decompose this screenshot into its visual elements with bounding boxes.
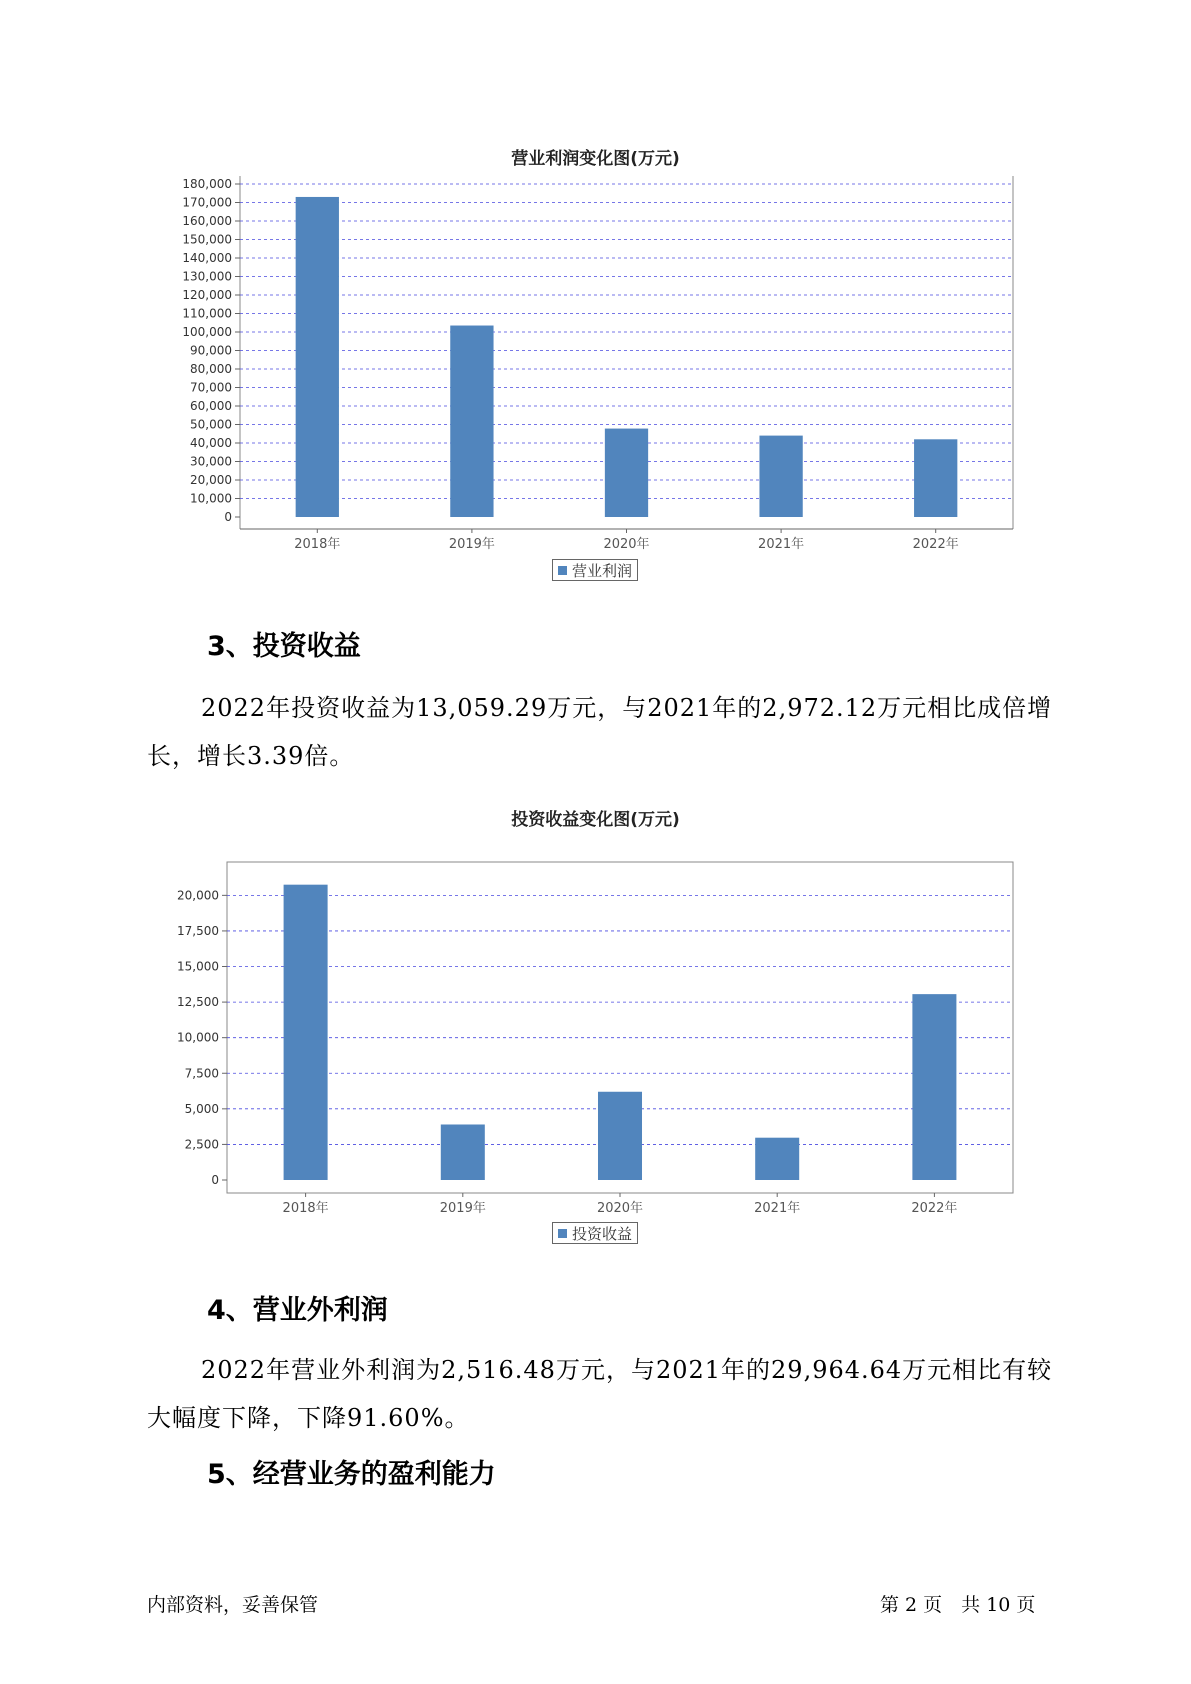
footer-page-number: 第 2 页 共 10 页 [880, 1594, 1036, 1616]
y-tick-label: 90,000 [190, 343, 232, 358]
y-tick-label: 2,500 [184, 1137, 219, 1152]
bar-2022年 [912, 994, 956, 1180]
chart2-title: 投资收益变化图(万元) [511, 810, 680, 830]
y-tick-label: 180,000 [182, 177, 232, 191]
x-tick-label: 2020年 [603, 537, 650, 552]
y-tick-label: 17,500 [177, 923, 219, 938]
y-tick-label: 140,000 [182, 251, 232, 265]
bar-2019年 [441, 1124, 485, 1180]
section-paragraph-non-operating-profit: 2022年营业外利润为2,516.48万元，与2021年的29,964.64万元相比有较大幅度下降，下降91.60%。 [147, 1356, 1053, 1432]
y-tick-label: 10,000 [190, 491, 232, 506]
section-heading-business-profitability: 5、经营业务的盈利能力 [207, 1459, 496, 1490]
section-paragraph-investment-income: 2022年投资收益为13,059.29万元，与2021年的2,972.12万元相比成倍增长，增长3.39倍。 [147, 694, 1053, 770]
section-heading-non-operating-profit: 4、营业外利润 [207, 1295, 388, 1326]
y-tick-label: 70,000 [190, 380, 232, 395]
y-tick-label: 60,000 [190, 399, 232, 413]
y-tick-label: 120,000 [182, 288, 232, 302]
bar-2020年 [598, 1092, 642, 1180]
y-tick-label: 40,000 [190, 436, 232, 450]
bar-2018年 [284, 885, 328, 1180]
y-tick-label: 10,000 [177, 1030, 219, 1045]
legend-swatch-icon [558, 1229, 567, 1238]
chart2-legend [552, 1222, 638, 1244]
x-tick-label: 2021年 [754, 1201, 801, 1216]
y-tick-label: 50,000 [190, 417, 232, 432]
section-heading-investment-income: 3、投资收益 [207, 631, 361, 662]
y-tick-label: 100,000 [182, 325, 232, 339]
x-tick-label: 2021年 [758, 537, 805, 552]
x-tick-label: 2018年 [294, 537, 341, 552]
y-tick-label: 150,000 [182, 232, 232, 247]
y-tick-label: 20,000 [177, 888, 219, 903]
y-tick-label: 15,000 [177, 959, 219, 974]
x-tick-label: 2022年 [911, 1201, 958, 1216]
y-tick-label: 30,000 [190, 454, 232, 469]
footer-confidential-note: 内部资料，妥善保管 [147, 1594, 319, 1616]
bar-2021年 [755, 1138, 799, 1180]
y-tick-label: 12,500 [177, 995, 219, 1010]
y-tick-label: 160,000 [182, 214, 232, 228]
x-tick-label: 2019年 [439, 1201, 486, 1216]
x-tick-label: 2019年 [448, 537, 495, 552]
y-tick-label: 7,500 [184, 1066, 219, 1081]
chart2-legend-label: 投资收益 [572, 1224, 633, 1243]
y-tick-label: 110,000 [182, 306, 232, 321]
y-tick-label: 0 [211, 1173, 219, 1187]
chart1-legend-label: 营业利润 [572, 561, 633, 580]
chart1-title: 营业利润变化图(万元) [511, 149, 680, 169]
y-tick-label: 20,000 [190, 473, 232, 487]
y-tick-label: 80,000 [190, 362, 232, 376]
x-tick-label: 2020年 [596, 1201, 644, 1216]
y-tick-label: 130,000 [182, 269, 232, 284]
x-tick-label: 2018年 [282, 1201, 329, 1216]
y-tick-label: 170,000 [182, 195, 232, 210]
x-tick-label: 2022年 [912, 537, 959, 552]
y-tick-label: 5,000 [184, 1101, 219, 1116]
y-tick-label: 0 [224, 510, 232, 524]
